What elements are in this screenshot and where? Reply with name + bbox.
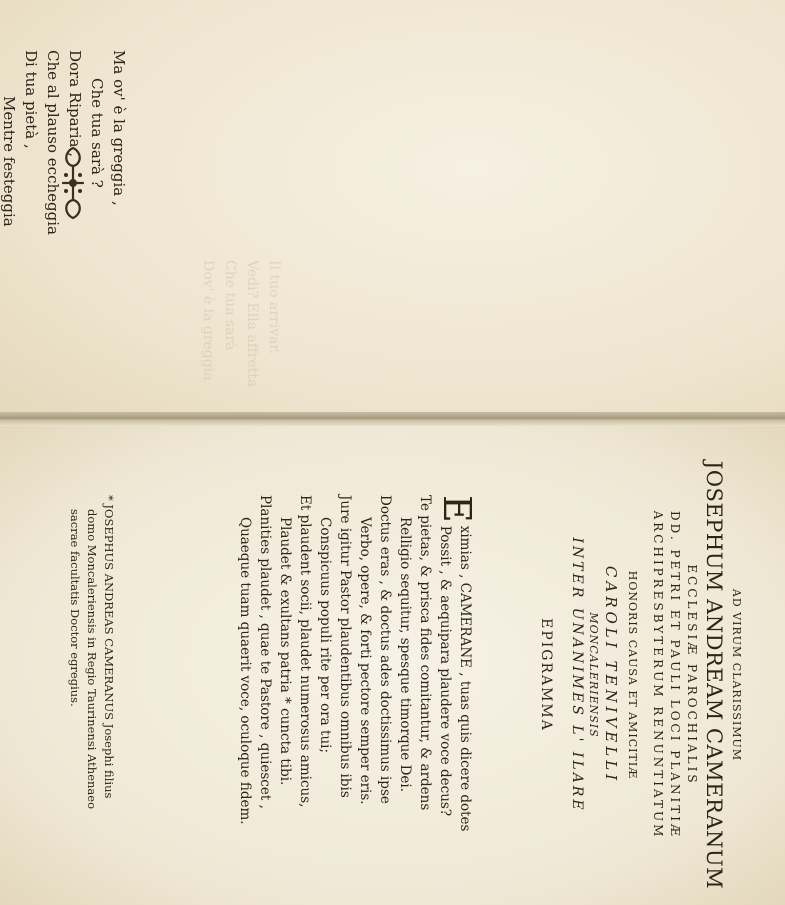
page-fold bbox=[0, 412, 785, 426]
drop-cap: E bbox=[435, 495, 479, 523]
church-line: DD. PETRI ET PAULI LOCI PLANITIÆ bbox=[668, 511, 682, 839]
poem-line: Che tua sarà ? bbox=[88, 78, 106, 188]
ghost-line: Il tuo arrivar. bbox=[266, 260, 282, 355]
verse-line: Et plaudent socii, plaudet numerosus amicus, bbox=[297, 495, 313, 808]
church-line: ECCLESIÆ PAROCHIALIS bbox=[685, 564, 699, 786]
author-origin: MONCALERIENSIS bbox=[587, 612, 600, 738]
verse-line: Planities plaudet , quae te Pastore , quiescet , bbox=[257, 495, 273, 809]
poem-line: Mentre festeggia bbox=[0, 96, 18, 227]
verse-line: Plaudet & exultans patria * cuncta tibi. bbox=[277, 517, 293, 786]
verse-line: ximias , CAMERANE , tuas quis dicere dotes bbox=[457, 525, 473, 832]
epigramma-title: EPIGRAMMA bbox=[538, 618, 554, 732]
church-line: ARCHIPRESBYTERUM RENUNTIATUM bbox=[651, 510, 665, 840]
poem-line: Di tua pietà , bbox=[22, 50, 40, 149]
verse-line: Te pietas, & prisca fides comitantur, & ardens bbox=[417, 495, 433, 811]
ghost-line: Vedi? Ella affretta bbox=[244, 260, 260, 388]
poem-line: Dora Riparia , bbox=[66, 50, 84, 158]
footnote-line: sacrae facultatis Doctor egregius. bbox=[68, 509, 82, 707]
verse-line: Relligio sequitur, spesque timorque Dei. bbox=[397, 517, 413, 792]
poem-line: Che al plauso eccheggia bbox=[44, 50, 62, 235]
bleed-through-text bbox=[197, 260, 285, 480]
dedication-line: AD VIRUM CLARISSIMUM bbox=[730, 588, 743, 762]
dedicatee-name: JOSEPHUM ANDREAM CAMERANUM bbox=[702, 460, 726, 890]
ghost-line: Dov' è la greggia bbox=[200, 260, 216, 381]
verse-line: Quaeque tuam quaerit voce, oculoque fidem. bbox=[237, 517, 253, 825]
epigram-verses bbox=[235, 495, 479, 875]
honoris-line: HONORIS CAUSA ET AMICITIÆ bbox=[626, 570, 639, 780]
epigram-heading bbox=[529, 455, 745, 895]
poem-line: Ma ov' è la greggia , bbox=[110, 50, 128, 206]
footnote-line: domo Moncaleriensis in Regio Taurinensi Athenaeo bbox=[85, 509, 99, 809]
footnote bbox=[66, 495, 117, 875]
verse-line: Possit , & aequipara plaudere voce decus? bbox=[437, 525, 453, 817]
verse-line: Doctus eras , & doctus ades doctissimus ipse bbox=[377, 495, 393, 804]
author-name: CAROLI TENIVELLI bbox=[602, 565, 620, 785]
society-line: INTER UNANIMES L' ILARE bbox=[569, 537, 585, 813]
verse-line: Verbo, opere, & forti pectore semper eris. bbox=[357, 517, 373, 805]
footnote-line: * JOSEPHUS ANDREAS CAMERANUS Josephi filius bbox=[102, 495, 116, 799]
ghost-line: Che tua sarà bbox=[222, 260, 238, 351]
verse-line: Conspicuus populi rite per ora tui; bbox=[317, 517, 333, 753]
fleuron-ornament-icon bbox=[60, 142, 86, 224]
verse-line: Jure igitur Pastor plaudentibus omnibus ibis bbox=[337, 495, 353, 798]
